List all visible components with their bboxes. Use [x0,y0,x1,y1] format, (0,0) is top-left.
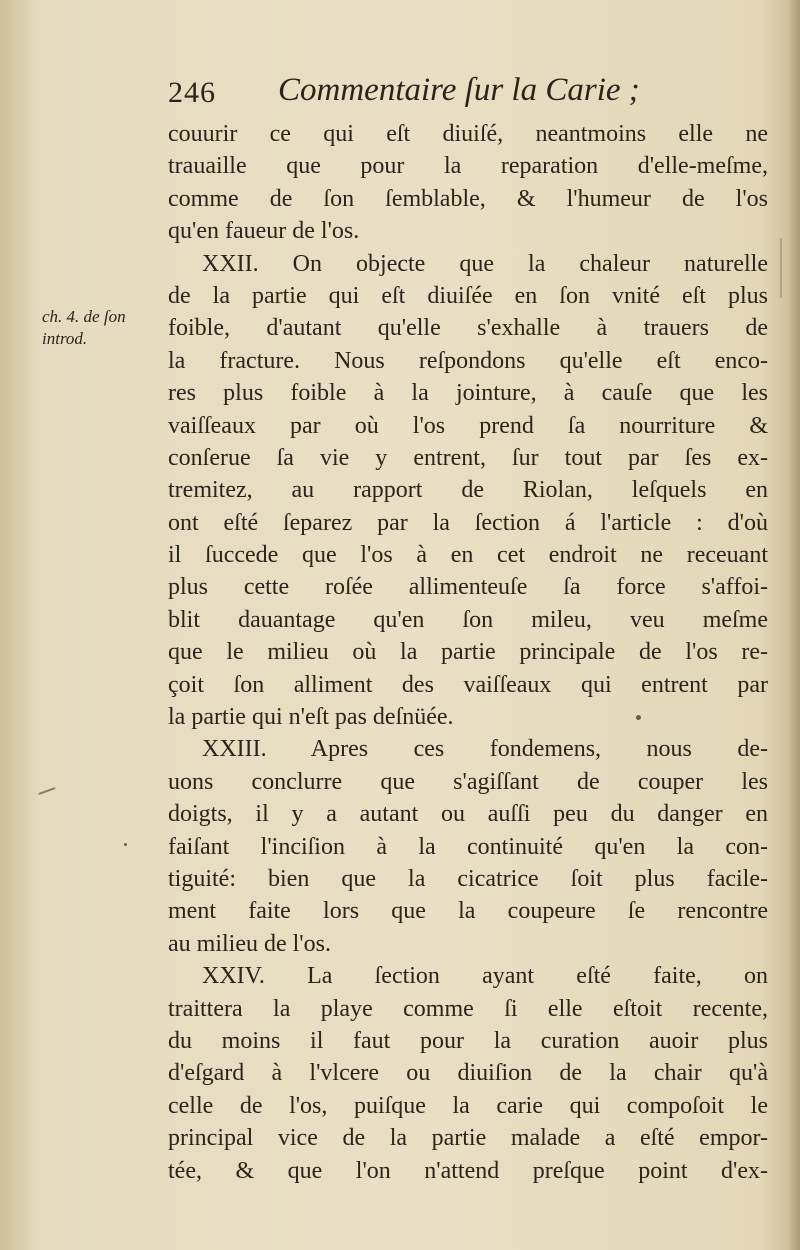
text-line: traittera la playe comme ſi elle eſtoit recente, [168,995,768,1022]
text-line: plus cette roſée allimenteuſe ſa force s'affoi- [168,574,768,601]
text-line: comme de ſon ſemblable, & l'humeur de l'os [168,185,768,212]
text-line: de la partie qui eſt diuiſée en ſon vnité eſt plus [168,282,768,309]
text-line: couurir ce qui eſt diuiſé, neantmoins elle ne [168,121,768,147]
text-line: blit dauantage qu'en ſon mileu, veu meſme [168,606,768,633]
text-line: d'eſgard à l'vlcere ou diuiſion de la chair qu'à [168,1060,768,1087]
text-line: res plus foible à la jointure, à cauſe que les [168,380,768,407]
text-line: la partie qui n'eſt pas deſnüée. [168,704,454,731]
paper-speck [124,843,127,846]
text-line: doigts, il y a autant ou auſſi peu du danger en [168,801,768,828]
margin-note-line: ch. 4. de ſon [42,307,126,326]
text-line: la fracture. Nous reſpondons qu'elle eſt enco- [168,347,768,374]
paper-speck [636,715,641,720]
text-line: ment faite lors que la coupeure ſe rencontre [168,898,768,925]
page-number: 246 [168,76,216,109]
text-line: çoit ſon alliment des vaiſſeaux qui entrent par [168,671,768,698]
text-line: faiſant l'inciſion à la continuité qu'en la con- [168,833,768,860]
text-line: qu'en faueur de l'os. [168,218,360,245]
text-line: vaiſſeaux par où l'os prend ſa nourriture & [168,412,768,439]
text-line: celle de l'os, puiſque la carie qui compoſoit le [168,1092,768,1119]
text-line: ont eſté ſeparez par la ſection á l'article : d'où [168,509,768,536]
text-line: il ſuccede que l'os à en cet endroit ne receuant [168,542,768,569]
text-line: tremitez, au rapport de Riolan, leſquels en [168,477,768,504]
paper-speck [38,787,56,795]
text-line: principal vice de la partie malade a eſté empor- [168,1125,768,1152]
text-line: XXIV. La ſection ayant eſté faite, on [202,963,768,990]
body-text [168,118,768,1187]
text-line: tée, & que l'on n'attend preſque point d'ex- [168,1157,768,1184]
margin-note [42,306,157,350]
text-line: au milieu de l'os. [168,930,331,957]
page-edge-shadow [790,0,800,1250]
text-line: uons conclurre que s'agiſſant de couper les [168,768,768,795]
text-line: foible, d'autant qu'elle s'exhalle à trauers de [168,315,768,342]
paper-speck [780,238,782,298]
text-line: conſerue ſa vie y entrent, ſur tout par ſes ex- [168,444,768,471]
text-line: XXIII. Apres ces fondemens, nous de- [202,736,768,763]
margin-note-line: introd. [42,329,88,348]
running-title: Commentaire ſur la Carie ; [278,72,640,108]
text-line: trauaille que pour la reparation d'elle-meſme, [168,153,768,180]
text-line: que le milieu où la partie principale de l'os re- [168,639,768,666]
text-line: XXII. On objecte que la chaleur naturelle [202,250,768,277]
page-header [168,72,668,118]
text-line: du moins il faut pour la curation auoir plus [168,1027,768,1054]
text-line: tiguité: bien que la cicatrice ſoit plus facile- [168,865,768,892]
